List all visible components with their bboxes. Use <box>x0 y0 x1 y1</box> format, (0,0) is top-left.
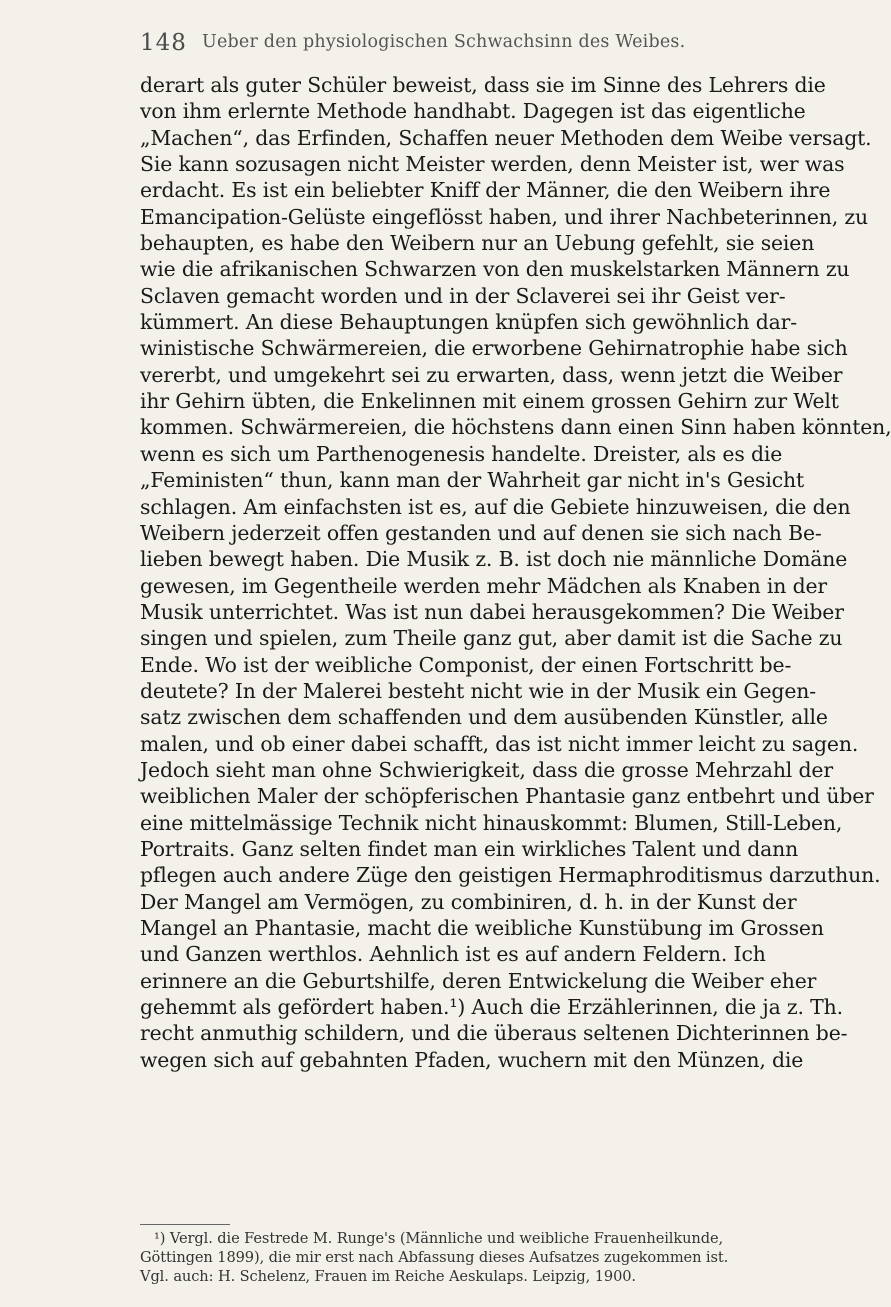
text-line: von ihm erlernte Methode handhabt. Dagegen ist das eigentliche <box>140 99 806 124</box>
text-line: Ende. Wo ist der weibliche Componist, der einen Fortschritt be- <box>140 652 792 677</box>
text-line: erdacht. Es ist ein beliebter Kniff der Männer, die den Weibern ihre <box>140 178 831 203</box>
text-line: winistische Schwärmereien, die erworbene Gehirnatrophie habe sich <box>140 336 848 361</box>
page-number: 148 <box>140 30 187 56</box>
text-line: pflegen auch andere Züge den geistigen Hermaphroditismus darzuthun. <box>140 863 881 888</box>
text-line: singen und spielen, zum Theile ganz gut, aber damit ist die Sache zu <box>140 626 843 651</box>
footnotes <box>140 1229 729 1286</box>
text-line: schlagen. Am einfachsten ist es, auf die Gebiete hinzuweisen, die den <box>140 494 851 519</box>
text-line: kommen. Schwärmereien, die höchstens dann einen Sinn haben könnten, <box>140 415 891 440</box>
text-line: „Machen“, das Erfinden, Schaffen neuer Methoden dem Weibe versagt. <box>140 125 872 150</box>
page-header <box>140 30 686 62</box>
text-line: Der Mangel am Vermögen, zu combiniren, d. h. in der Kunst der <box>140 889 797 914</box>
text-line: derart als guter Schüler beweist, dass sie im Sinne des Lehrers die <box>140 73 826 97</box>
text-line: wegen sich auf gebahnten Pfaden, wuchern mit den Münzen, die <box>140 1047 804 1072</box>
text-line: gewesen, im Gegentheile werden mehr Mädchen als Knaben in der <box>140 573 828 598</box>
text-line: weiblichen Maler der schöpferischen Phantasie ganz entbehrt und über <box>140 784 874 809</box>
text-line: Portraits. Ganz selten findet man ein wirkliches Talent und dann <box>140 836 799 861</box>
text-line: Jedoch sieht man ohne Schwierigkeit, dass die grosse Mehrzahl der <box>140 757 833 782</box>
running-title: Ueber den physiologischen Schwachsinn des Weibes. <box>202 32 686 52</box>
body-text <box>140 72 891 1073</box>
text-line: recht anmuthig schildern, und die überaus seltenen Dichterinnen be- <box>140 1021 848 1046</box>
text-line: lieben bewegt haben. Die Musik z. B. ist doch nie männliche Domäne <box>140 547 848 572</box>
text-line: Weibern jederzeit offen gestanden und auf denen sie sich nach Be- <box>140 520 822 545</box>
footnote-line: Göttingen 1899), die mir erst nach Abfassung dieses Aufsatzes zugekommen ist. <box>140 1249 729 1266</box>
text-line: behaupten, es habe den Weibern nur an Uebung gefehlt, sie seien <box>140 231 815 256</box>
text-line: wie die afrikanischen Schwarzen von den muskelstarken Männern zu <box>140 257 850 282</box>
text-line: und Ganzen werthlos. Aehnlich ist es auf andern Feldern. Ich <box>140 942 766 967</box>
text-line: vererbt, und umgekehrt sei zu erwarten, dass, wenn jetzt die Weiber <box>140 362 843 387</box>
text-line: deutete? In der Malerei besteht nicht wie in der Musik ein Gegen- <box>140 678 816 703</box>
text-line: satz zwischen dem schaffenden und dem ausübenden Künstler, alle <box>140 705 828 730</box>
footnote-line: ¹) Vergl. die Festrede M. Runge's (Männliche und weibliche Frauenheilkunde, <box>154 1230 724 1247</box>
text-line: wenn es sich um Parthenogenesis handelte. Dreister, als es die <box>140 441 783 466</box>
text-line: kümmert. An diese Behauptungen knüpfen sich gewöhnlich dar- <box>140 310 797 335</box>
footnote-line: Vgl. auch: H. Schelenz, Frauen im Reiche Aeskulaps. Leipzig, 1900. <box>140 1268 636 1285</box>
text-line: „Feministen“ thun, kann man der Wahrheit gar nicht in's Gesicht <box>140 468 804 493</box>
text-line: eine mittelmässige Technik nicht hinauskommt: Blumen, Still-Leben, <box>140 810 843 835</box>
text-line: erinnere an die Geburtshilfe, deren Entwickelung die Weiber eher <box>140 968 817 993</box>
text-line: Sie kann sozusagen nicht Meister werden, denn Meister ist, wer was <box>140 152 845 177</box>
text-line: Emancipation-Gelüste eingeflösst haben, und ihrer Nachbeterinnen, zu <box>140 204 868 229</box>
text-line: malen, und ob einer dabei schafft, das ist nicht immer leicht zu sagen. <box>140 731 859 756</box>
text-line: Musik unterrichtet. Was ist nun dabei herausgekommen? Die Weiber <box>140 599 844 624</box>
text-line: Sclaven gemacht worden und in der Sclaverei sei ihr Geist ver- <box>140 283 786 308</box>
text-line: ihr Gehirn übten, die Enkelinnen mit einem grossen Gehirn zur Welt <box>140 389 839 414</box>
text-line: Mangel an Phantasie, macht die weibliche Kunstübung im Grossen <box>140 916 824 940</box>
footnote-divider <box>140 1224 230 1225</box>
text-line: gehemmt als gefördert haben.¹) Auch die Erzählerinnen, die ja z. Th. <box>140 995 843 1020</box>
